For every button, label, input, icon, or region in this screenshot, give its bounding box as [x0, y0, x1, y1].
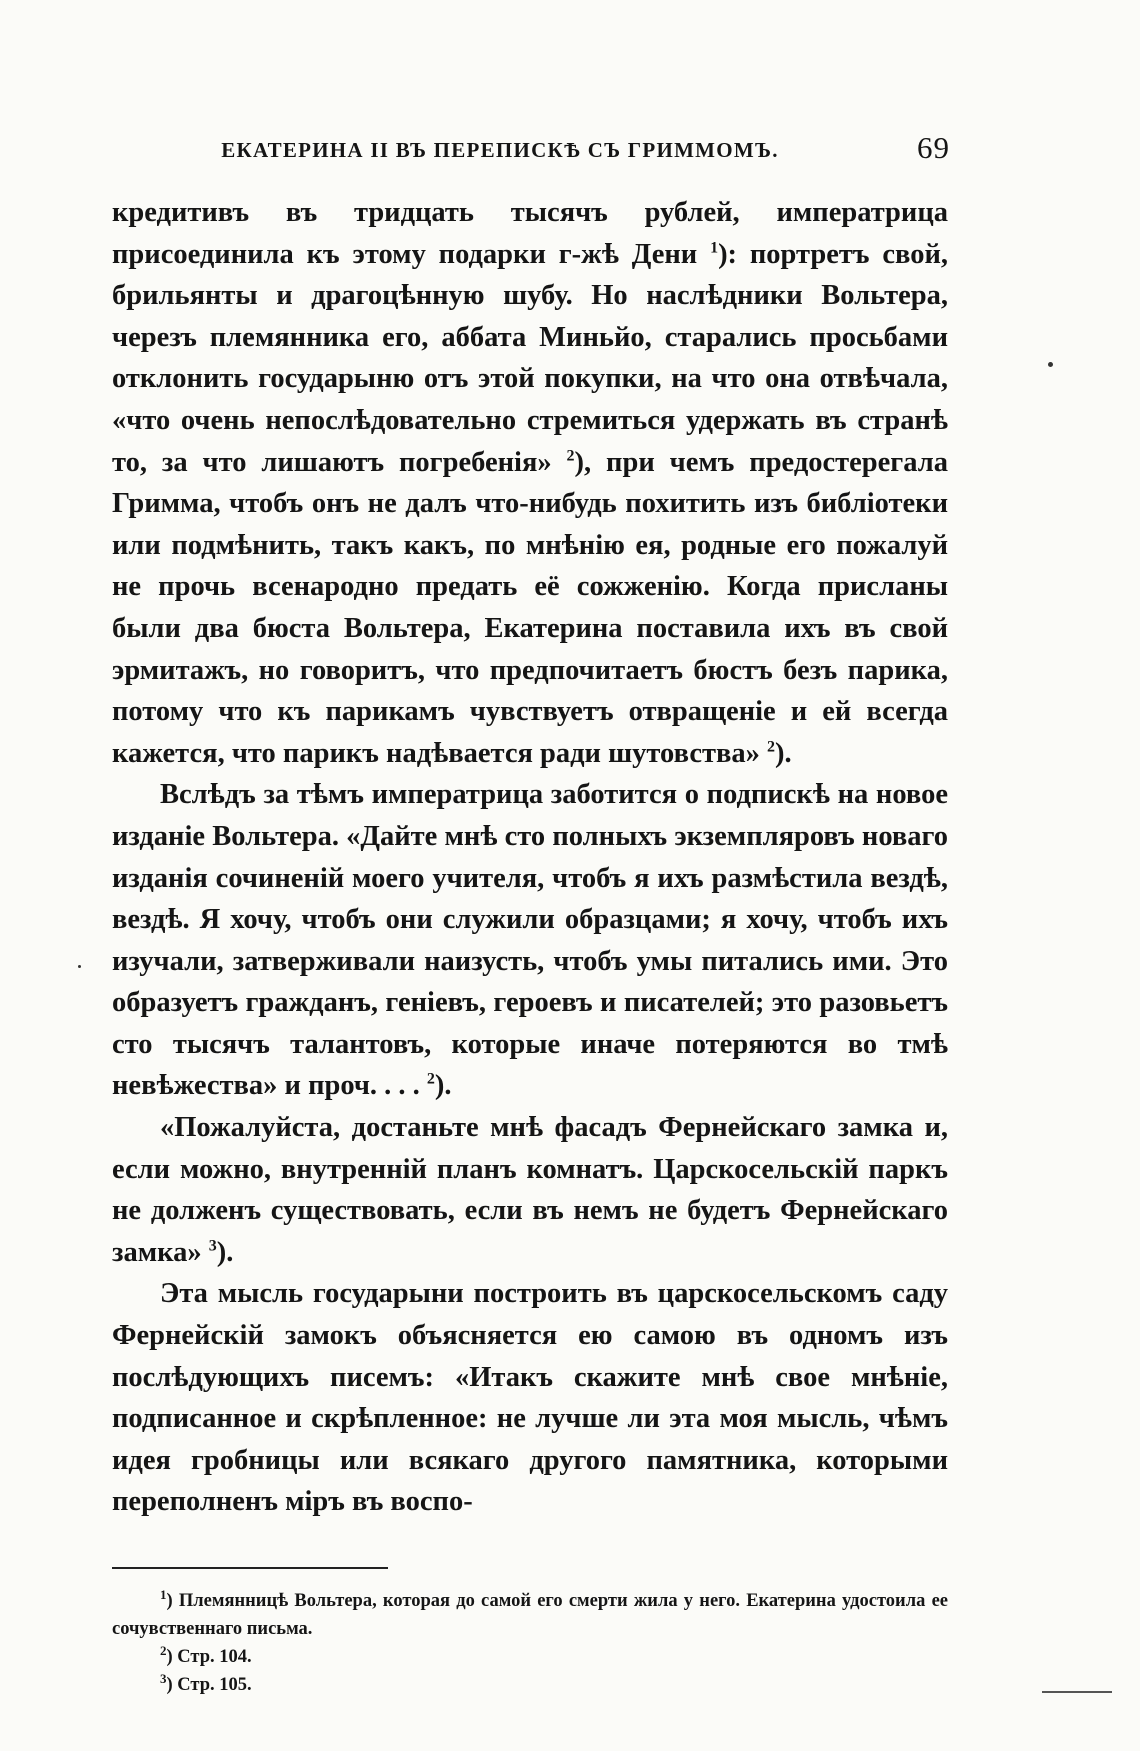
footnote-ref: 1 — [710, 239, 719, 257]
scan-speck — [1048, 362, 1053, 367]
footnote: $^3$) Стр. 105. — [160, 1670, 252, 1695]
footnote: $^1$) Племянницѣ Вольтера, которая до самой его смерти жила у него. Екатерина удостоила ее сочувственнаго письма. — [112, 1586, 948, 1639]
paragraph: кредитивъ въ тридцать тысячъ рублей, императрица присоединила къ этому подарки г-жѣ Дени $^1$): портретъ свой, брильянты и драгоцѣнную шубу. Но наслѣдники Вольтера, черезъ племянника его, аббата Миньйо, старались просьбами отклонить государыню отъ этой покупки, на что она отвѣчала, «что очень непослѣдовательно стремиться удержать въ странѣ то, за что лишаютъ погребенія» $^2$), при чемъ предостерегала Гримма, чтобъ онъ не далъ что-нибудь похитить изъ библіотеки или подмѣнить, такъ какъ, по мнѣнію ея, родные его пожалуй не прочь всенародно предать её сожженію. Когда присланы были два бюста Вольтера, Екатерина поставила ихъ въ свой эрмитажъ, но говоритъ, что предпочитаетъ бюстъ безъ парика, потому что къ парикамъ чувствуетъ отвращеніе и ей всегда кажется, что парикъ надѣвается ради шутовства» $^2$). — [112, 197, 948, 769]
paragraph: «Пожалуйста, достаньте мнѣ фасадъ Фернейскаго замка и, если можно, внутренній планъ комнатъ. Царскосельскій паркъ не долженъ существовать, если въ немъ не будетъ Фернейскаго замка» $^3$). — [112, 1112, 948, 1268]
footnotes — [112, 1587, 948, 1699]
footnote-ref: 2 — [767, 738, 775, 756]
paragraph: Эта мысль государыни построить въ царскосельскомъ саду Фернейскій замокъ объясняется ею самою въ одномъ изъ послѣдующихъ писемъ: «Итакъ скажите мнѣ свое мнѣніе, подписанное и скрѣпленное: не лучше ли эта моя мысль, чѣмъ идея гробницы или всякаго другого памятника, которыми переполненъ міръ въ воспо- — [112, 1278, 948, 1518]
book-page — [112, 130, 948, 1699]
running-head: ЕКАТЕРИНА II ВЪ ПЕРЕПИСКѢ СЪ ГРИММОМЪ. — [221, 138, 779, 162]
scan-speck — [78, 965, 81, 968]
body-text — [112, 192, 948, 1523]
page-header — [112, 130, 948, 170]
footnote-divider — [112, 1567, 388, 1569]
paragraph: Вслѣдъ за тѣмъ императрица заботится о подпискѣ на новое изданіе Вольтера. «Дайте мнѣ сто полныхъ экземпляровъ новаго изданія сочиненій моего учителя, чтобъ я ихъ размѣстила вездѣ, вездѣ. Я хочу, чтобъ они служили образцами; я хочу, чтобъ ихъ изучали, затверживали наизусть, чтобъ умы питались ими. Это образуетъ гражданъ, геніевъ, героевъ и писателей; это разовьетъ сто тысячъ талантовъ, которые иначе потеряются во тмѣ невѣжества» и проч. . . . $^2$). — [112, 779, 948, 1102]
scan-edge-line — [1042, 1691, 1112, 1693]
footnote-ref: 3 — [208, 1237, 217, 1255]
footnote-ref: 2 — [426, 1070, 435, 1088]
footnote: $^2$) Стр. 104. — [160, 1642, 252, 1667]
footnote-ref: 2 — [566, 447, 575, 465]
scan-edge-mark — [0, 0, 70, 8]
page-number: 69 — [917, 130, 950, 165]
